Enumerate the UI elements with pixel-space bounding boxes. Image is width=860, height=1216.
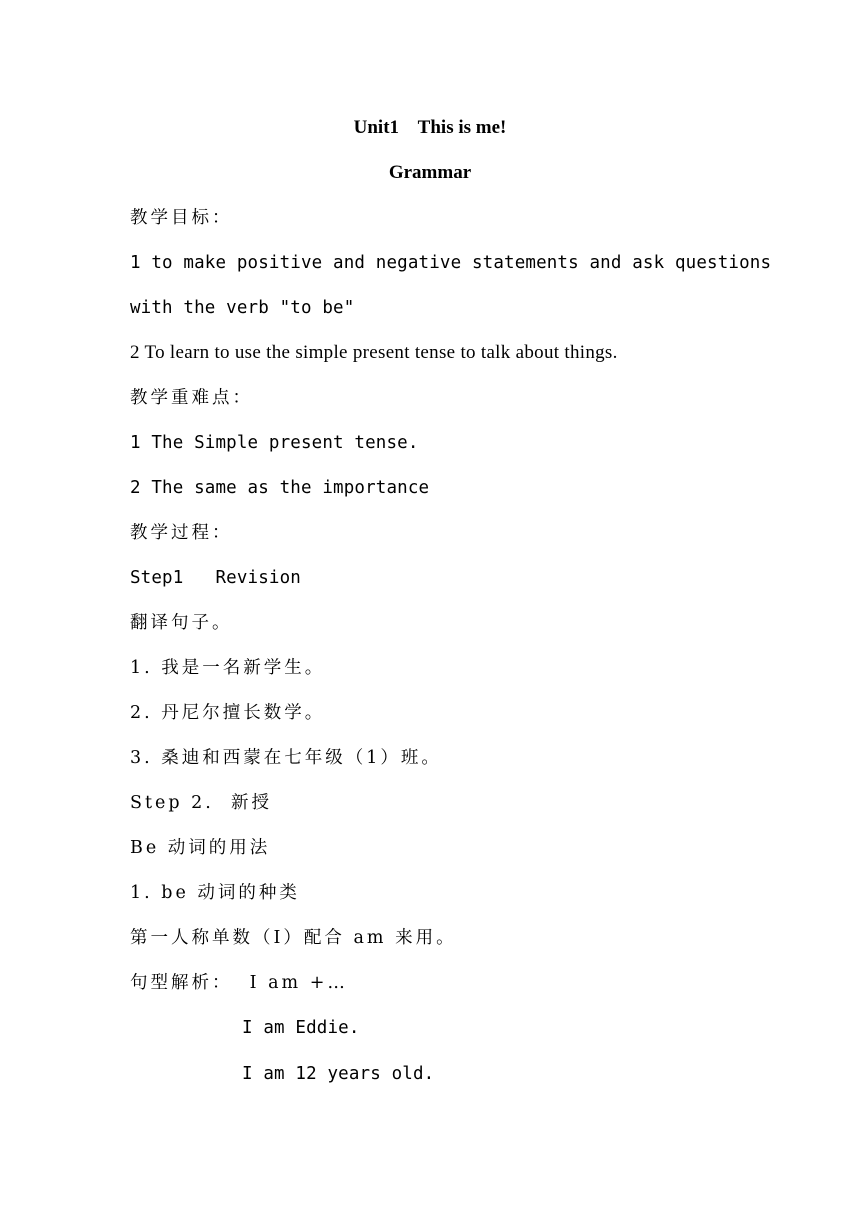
key-point-line-2: 2 The same as the importance [130, 478, 430, 498]
translate-sentence-1: 1. 我是一名新学生。 [130, 658, 326, 678]
step-1-heading: Step1 Revision [130, 568, 301, 588]
translate-sentence-3: 3. 桑迪和西蒙在七年级（1）班。 [130, 748, 442, 768]
example-sentence-2: I am 12 years old. [242, 1064, 435, 1084]
objective-line-2: 2 To learn to use the simple present tense to talk about things. [130, 342, 618, 363]
sentence-pattern-line: 句型解析： I am +… [130, 973, 348, 993]
objective-line-1-continued: with the verb "to be" [130, 298, 355, 318]
translate-instruction: 翻译句子。 [130, 613, 233, 633]
document-title: Unit1 This is me! [353, 117, 507, 138]
section-heading-objectives: 教学目标： [130, 208, 233, 228]
key-point-line-1: 1 The Simple present tense. [130, 433, 419, 453]
objective-line-1: 1 to make positive and negative statements and ask questions [130, 253, 772, 273]
section-heading-process: 教学过程： [130, 523, 233, 543]
first-person-rule: 第一人称单数（I）配合 am 来用。 [130, 928, 457, 948]
be-verb-types-heading: 1. be 动词的种类 [130, 883, 300, 903]
step-2-heading: Step 2. 新授 [130, 793, 272, 813]
translate-sentence-2: 2. 丹尼尔擅长数学。 [130, 703, 326, 723]
be-verb-usage-heading: Be 动词的用法 [130, 838, 271, 858]
section-heading-key-points: 教学重难点： [130, 388, 253, 408]
document-subtitle: Grammar [388, 162, 472, 183]
example-sentence-1: I am Eddie. [242, 1018, 360, 1038]
